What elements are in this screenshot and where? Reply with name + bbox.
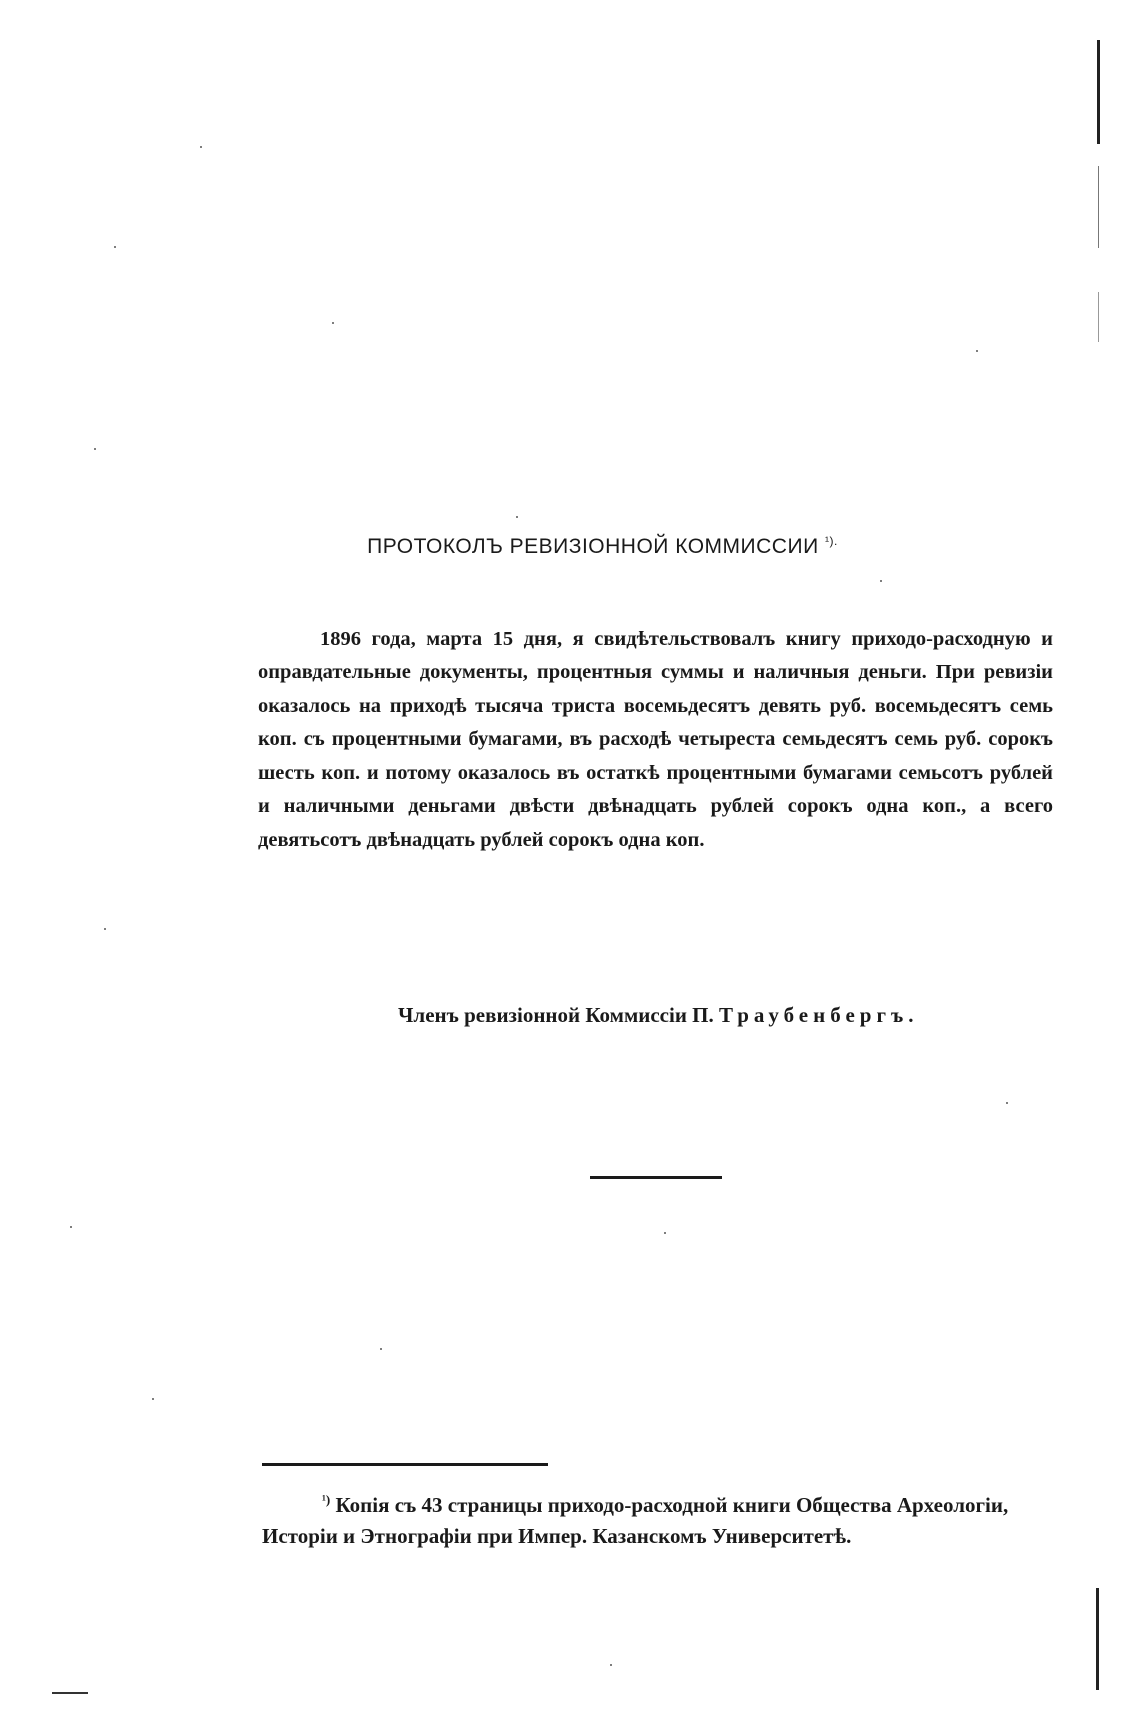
scan-speck	[610, 1664, 612, 1666]
scan-speck	[104, 928, 106, 930]
footnote	[262, 1484, 1058, 1552]
scan-speck	[380, 1348, 382, 1350]
footnote-line-2: Исторiи и Этнографiи при Импер. Казанскомъ Университетѣ.	[262, 1524, 852, 1548]
scan-edge-line-mid2	[1098, 292, 1099, 342]
scan-edge-dash	[52, 1692, 88, 1694]
scan-speck	[152, 1398, 154, 1400]
scan-speck	[1006, 1102, 1008, 1104]
footnote-reference: ¹).	[825, 534, 838, 548]
protocol-paragraph: 1896 года, марта 15 дня, я свидѣтельствовалъ книгу приходо-расходную и оправдательные документы, процентныя суммы и наличныя деньги. При ревизiи оказалось на приходѣ тысяча триста восемьдесятъ девять руб. восемьдесятъ семь коп. съ процентными бумагами, въ расходѣ четыреста семьдесятъ семь руб. сорокъ шесть коп. и потому оказалось въ остаткѣ процентными бумагами семьсотъ рублей и наличными деньгами двѣсти двѣнадцать рублей сорокъ одна коп., а всего девятьсотъ двѣнадцать рублей сорокъ одна коп.	[258, 627, 1053, 851]
scan-speck	[200, 146, 202, 148]
footnote-separator-rule	[262, 1463, 548, 1466]
scan-speck	[664, 1232, 666, 1234]
signature-line	[398, 1003, 1018, 1028]
scan-speck	[332, 322, 334, 324]
signature-title: Членъ ревизiонной Коммиссiи П.	[398, 1003, 714, 1027]
signature-name: Траубенбергъ.	[719, 1003, 919, 1027]
scan-speck	[516, 516, 518, 518]
scan-speck	[880, 580, 882, 582]
footnote-mark: ¹)	[322, 1492, 331, 1507]
scan-speck	[976, 350, 978, 352]
footnote-line-1	[322, 1484, 1058, 1521]
scan-speck	[94, 448, 96, 450]
scan-speck	[70, 1226, 72, 1228]
footnote-line-1-text: Копiя съ 43 страницы приходо-расходной книги Общества Археологiи,	[335, 1493, 1009, 1517]
scan-speck	[114, 246, 116, 248]
scan-edge-line-mid	[1098, 166, 1099, 248]
scan-edge-line-bottom	[1096, 1588, 1099, 1690]
protocol-title-text: ПРОТОКОЛЪ РЕВИЗIОННОЙ КОММИССИИ	[367, 535, 819, 558]
section-separator-rule	[590, 1176, 722, 1179]
scan-edge-line-top	[1097, 40, 1100, 144]
protocol-title	[250, 534, 955, 559]
